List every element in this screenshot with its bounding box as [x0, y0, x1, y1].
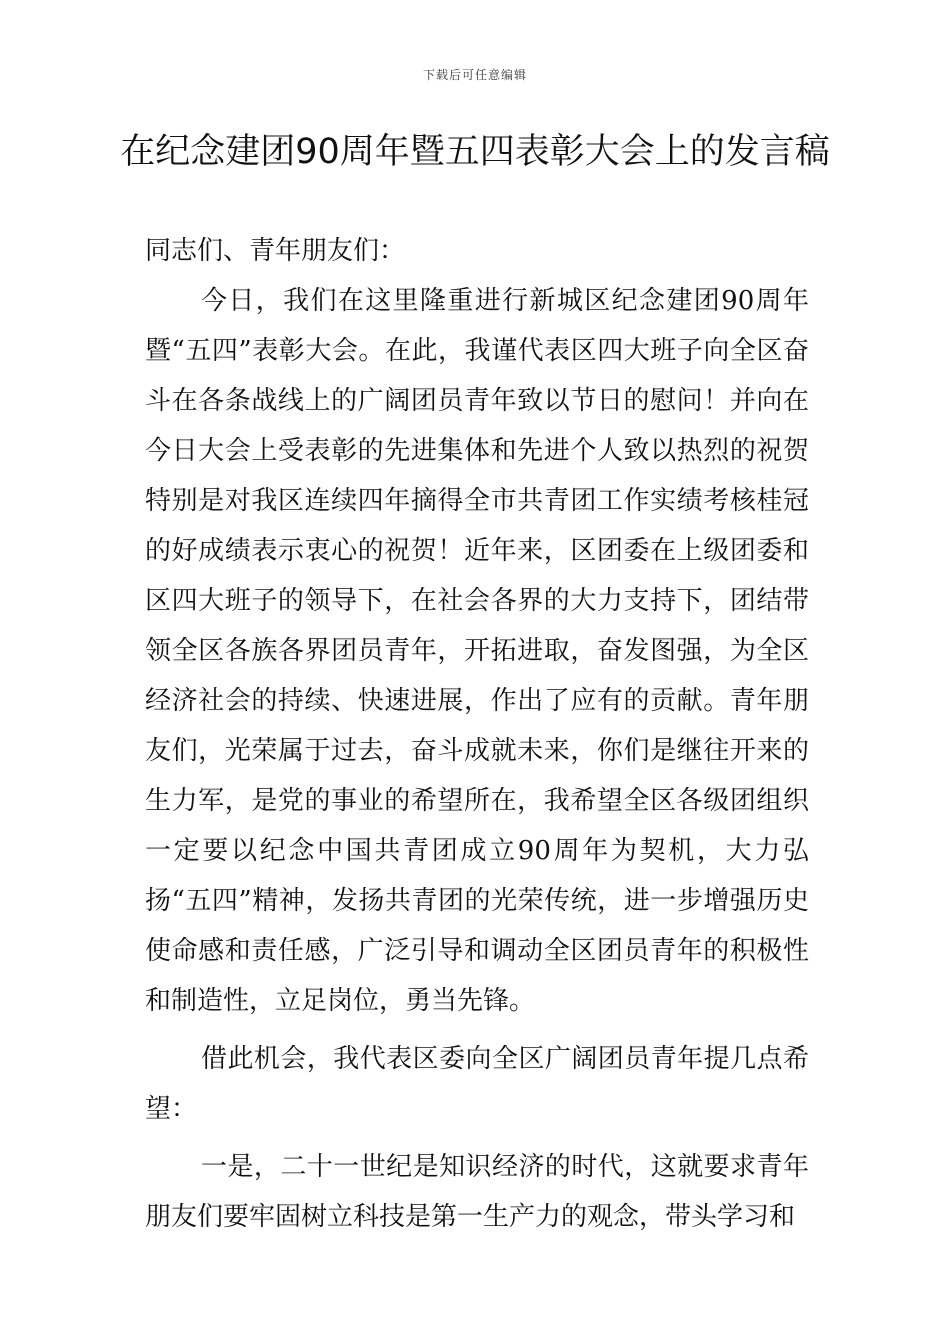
paragraph: 借此机会，我代表区委向全区广阔团员青年提几点希望：	[145, 1044, 809, 1124]
header-note: 下载后可任意编辑	[422, 68, 527, 82]
salutation: 同志们、青年朋友们：	[145, 236, 406, 266]
document-title: 在纪念建团90周年暨五四表彰大会上的发言稿	[120, 132, 830, 172]
paragraph: 一是，二十一世纪是知识经济的时代，这就要求青年朋友们要牢固树立科技是第一生产力的观念，带头学习和	[145, 1152, 809, 1232]
document-body	[145, 226, 809, 1242]
paragraph: 今日，我们在这里隆重进行新城区纪念建团90周年暨“五四”表彰大会。在此，我谨代表区四大班子向全区奋斗在各条战线上的广阔团员青年致以节日的慰问！并向在今日大会上受表彰的先进集体和先进个人致以热烈的祝贺特别是对我区连续四年摘得全市共青团工作实绩考核桂冠的好成绩表示衷心的祝贺！近年来，区团委在上级团委和区四大班子的领导下，在社会各界的大力支持下，团结带领全区各族各界团员青年，开拓进取，奋发图强，为全区经济社会的持续、快速进展，作出了应有的贡献。青年朋友们，光荣属于过去，奋斗成就未来，你们是继往开来的生力军，是党的事业的希望所在，我希望全区各级团组织一定要以纪念中国共青团成立90周年为契机，大力弘扬“五四”精神，发扬共青团的光荣传统，进一步增强历史使命感和责任感，广泛引导和调动全区团员青年的积极性和制造性，立足岗位，勇当先锋。	[145, 286, 809, 1016]
